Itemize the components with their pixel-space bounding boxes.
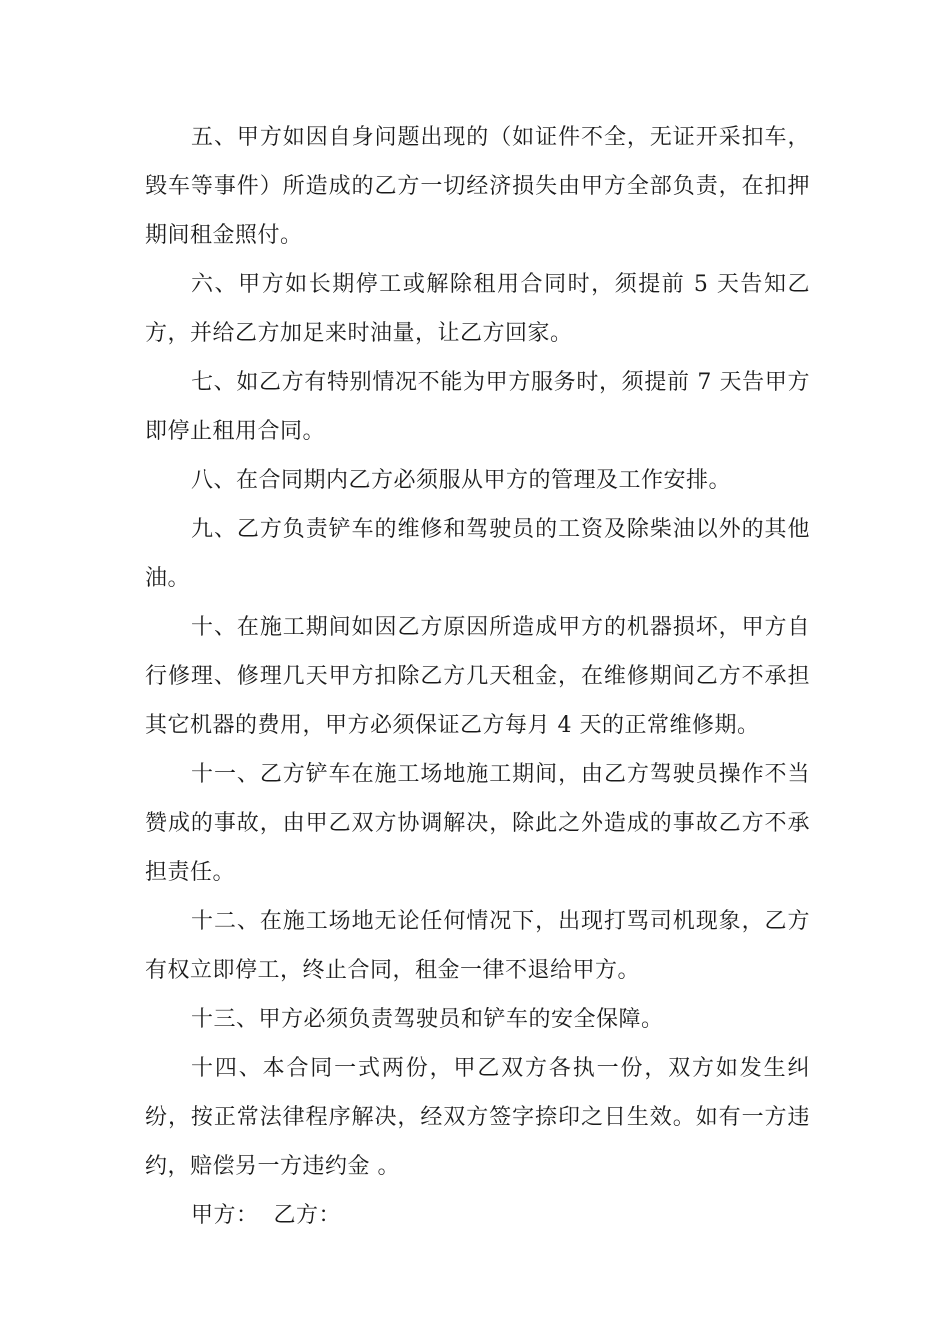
clause-7: 七、如乙方有特别情况不能为甲方服务时，须提前 7 天告甲方即停止租用合同。 xyxy=(145,370,810,444)
clause-9: 九、乙方负责铲车的维修和驾驶员的工资及除柴油以外的其他油。 xyxy=(145,517,810,591)
contract-body xyxy=(145,113,810,1240)
clause-10: 十、在施工期间如因乙方原因所造成甲方的机器损坏，甲方自行修理、修理几天甲方扣除乙方几天租金，在维修期间乙方不承担其它机器的费用，甲方必须保证乙方每月 4 天的正常维修期。 xyxy=(145,615,810,738)
clause-13: 十三、甲方必须负责驾驶员和铲车的安全保障。 xyxy=(191,1007,664,1032)
clause-8: 八、在合同期内乙方必须服从甲方的管理及工作安排。 xyxy=(191,468,732,493)
clause-6: 六、甲方如长期停工或解除租用合同时，须提前 5 天告知乙方，并给乙方加足来时油量，让乙方回家。 xyxy=(145,272,810,346)
clause-14: 十四、本合同一式两份，甲乙双方各执一份，双方如发生纠纷，按正常法律程序解决，经双方签字捺印之日生效。如有一方违约，赔偿另一方违约金 。 xyxy=(145,1056,810,1179)
clause-12: 十二、在施工场地无论任何情况下，出现打骂司机现象，乙方有权立即停工，终止合同，租金一律不退给甲方。 xyxy=(145,909,810,983)
clause-11: 十一、乙方铲车在施工场地施工期间，由乙方驾驶员操作不当赞成的事故，由甲乙双方协调解决，除此之外造成的事故乙方不承担责任。 xyxy=(145,762,810,885)
clause-5: 五、甲方如因自身问题出现的（如证件不全，无证开采扣车，毁车等事件）所造成的乙方一切经济损失由甲方全部负责，在扣押期间租金照付。 xyxy=(145,125,810,248)
signature-line: 甲方： 乙方： xyxy=(191,1203,341,1228)
